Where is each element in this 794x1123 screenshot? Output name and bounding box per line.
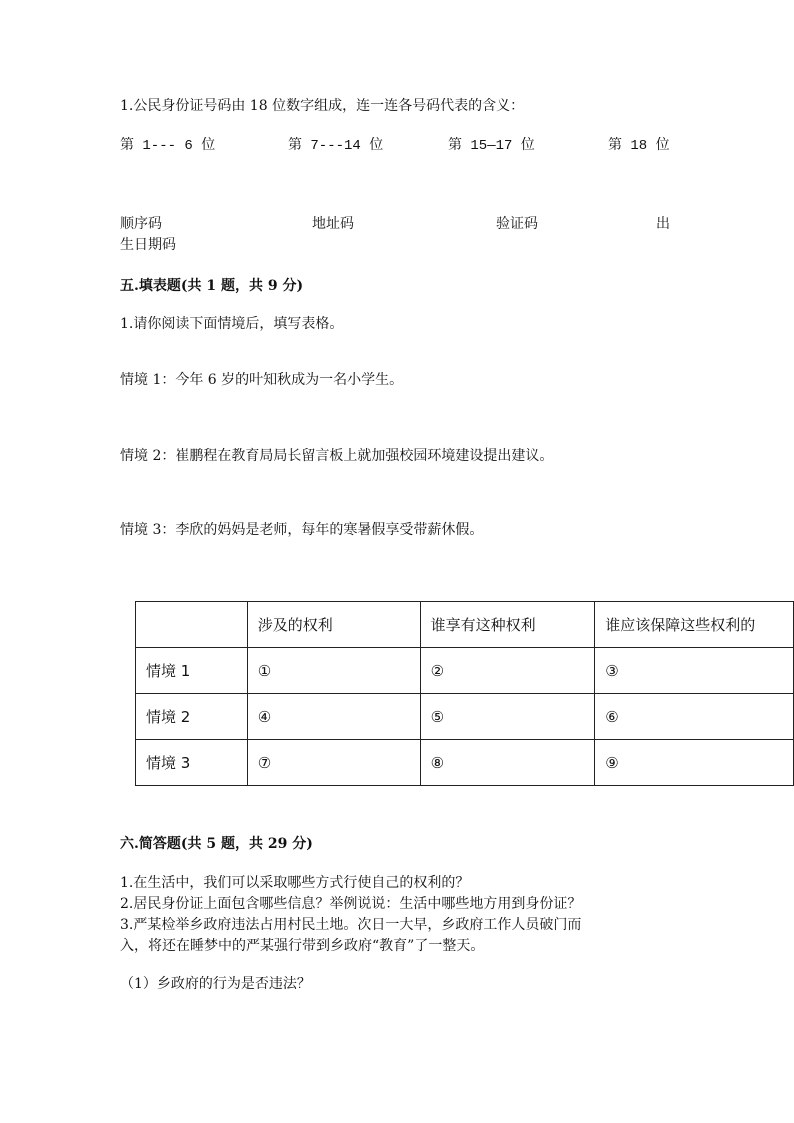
table-cell: ⑤ [420,694,595,740]
table-cell: ⑧ [420,740,595,786]
question-3-line1: 3.严某检举乡政府违法占用村民土地。次日一大早，乡政府工作人员破门而 [120,917,582,933]
sub-question-1: （1）乡政府的行为是否违法？ [120,976,311,992]
table-cell: ① [247,648,420,694]
question-3-line2: 入，将还在睡梦中的严某强行带到乡政府“教育”了一整天。 [120,938,485,954]
table-header-cell: 谁应该保障这些权利的 [595,602,794,648]
table-cell: 情境 3 [136,740,248,786]
section5-heading: 五.填表题(共 1 题，共 9 分) [120,278,304,294]
table-cell: ⑨ [595,740,794,786]
id-meaning-4-wrap: 生日期码 [120,237,176,253]
question-1: 1.在生活中，我们可以采取哪些方式行使自己的权利的？ [120,875,470,891]
table-header-cell: 涉及的权利 [247,602,420,648]
table-cell: 情境 2 [136,694,248,740]
table-cell: ⑦ [247,740,420,786]
id-position-1: 第 1--- 6 位 [120,138,216,154]
rights-table [135,601,794,786]
question-2: 2.居民身份证上面包含哪些信息？举例说说：生活中哪些地方用到身份证？ [120,896,582,912]
section5-intro: 1.请你阅读下面情境后，填写表格。 [120,316,344,332]
scenario-1: 情境 1：今年 6 岁的叶知秋成为一名小学生。 [120,372,404,388]
id-position-2: 第 7---14 位 [288,138,384,154]
table-header-cell [136,602,248,648]
id-meaning-2: 地址码 [312,216,354,232]
scenario-2: 情境 2：崔鹏程在教育局局长留言板上就加强校园环境建设提出建议。 [120,448,554,464]
table-row [136,694,794,740]
scenario-3: 情境 3：李欣的妈妈是老师，每年的寒暑假享受带薪休假。 [120,522,484,538]
table-cell: ② [420,648,595,694]
id-meaning-3: 验证码 [496,216,538,232]
table-cell: ⑥ [595,694,794,740]
table-header-row [136,602,794,648]
q1-prompt: 1.公民身份证号码由 18 位数字组成，连一连各号码代表的含义： [120,98,525,114]
table-header-cell: 谁享有这种权利 [420,602,595,648]
id-meaning-4: 出 [656,216,670,232]
table-row [136,740,794,786]
table-cell: ③ [595,648,794,694]
id-position-4: 第 18 位 [608,138,670,154]
table-cell: ④ [247,694,420,740]
section6-heading: 六.简答题(共 5 题，共 29 分) [120,836,313,852]
table-row [136,648,794,694]
id-position-3: 第 15—17 位 [448,138,535,154]
table-cell: 情境 1 [136,648,248,694]
id-meaning-1: 顺序码 [120,216,162,232]
